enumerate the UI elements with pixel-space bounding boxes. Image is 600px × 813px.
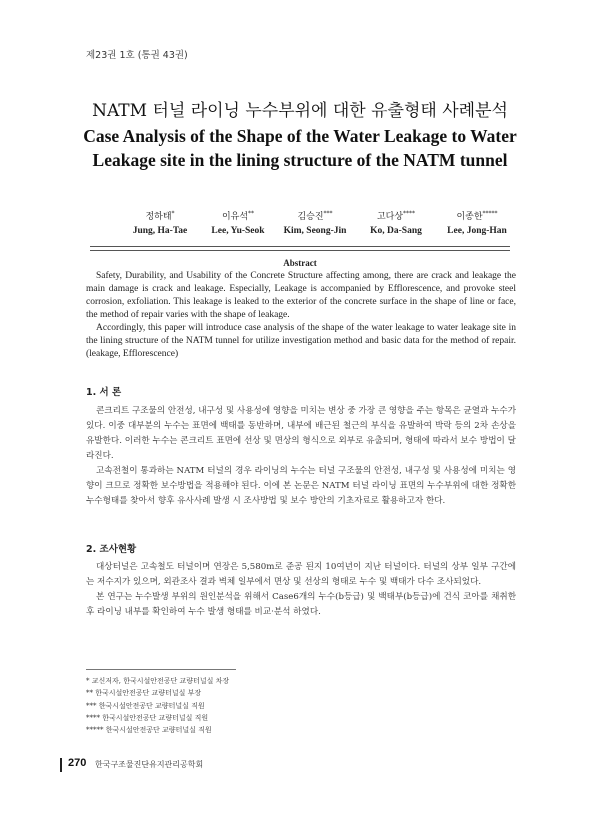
author-name-kr: 이종한 xyxy=(456,212,483,222)
author-name-en: Lee, Yu-Seok xyxy=(211,226,265,236)
author-5 xyxy=(432,209,522,236)
footnote-rule xyxy=(86,669,236,670)
author-name-kr: 이유석 xyxy=(221,212,249,222)
author-mark: **** xyxy=(403,210,416,217)
journal-issue-header: 제23권 1호 (통권 43권) xyxy=(86,50,188,61)
author-name-en: Ko, Da-Sang xyxy=(370,226,422,236)
footnote: ** 한국시설안전공단 교량터널실 부장 xyxy=(86,689,202,698)
abstract-body xyxy=(86,270,516,361)
author-1 xyxy=(118,209,202,236)
page-number-bar xyxy=(60,758,62,772)
author-mark: ***** xyxy=(482,210,498,217)
body-paragraph: 본 연구는 누수발생 부위의 원인분석을 위해서 Case6개의 누수(b등급) 및 백태부(b등급)에 건식 코아를 채취한 후 라이닝 내부를 확인하여 누수 발생 형태를 비교·분석 하였다. xyxy=(86,592,516,617)
page-number: 270 xyxy=(68,757,87,769)
author-mark: ** xyxy=(248,210,255,217)
footnote: *** 한국시설안전공단 교량터널실 직원 xyxy=(86,701,205,710)
divider-top xyxy=(90,246,510,247)
body-paragraph: 콘크리트 구조물의 안전성, 내구성 및 사용성에 영향을 미치는 변상 중 가장 큰 영향을 주는 항목은 균열과 누수가 있다. 이중 대부분의 누수는 표면에 백태를 동반하며, 내부에 배근된 철근의 부식을 유발하여 박락 등의 2차 손상을 유발한다. 이러한 누수는 콘크리트 표면에 선상 및 면상의 형식으로 외부로 유출되며, 형태에 따라서 보수 방법이 달라진다. xyxy=(86,406,517,461)
footnote: ***** 한국시설안전공단 교량터널실 직원 xyxy=(86,726,212,735)
author-name-kr: 정하태 xyxy=(145,212,172,222)
author-4 xyxy=(354,209,438,236)
footnote: * 교신저자, 한국시설안전공단 교량터널실 차장 xyxy=(86,677,230,685)
body-paragraph: 고속전철이 통과하는 NATM 터널의 경우 라이닝의 누수는 터널 구조물의 안전성, 내구성 및 사용성에 미치는 영향이 크므로 정확한 보수방법을 적용해야 된다. 이에 본 논문은 NATM 터널 라이닝 표면의 누수부위에 대한 정확한 누수형태를 찾아서 향후 유사사례 발생 시 조사방법 및 보수 방안의 기초자료로 활용하고자 한다. xyxy=(86,466,516,506)
section-1-heading: 1. 서 론 xyxy=(86,387,122,398)
paper-title-english: Case Analysis of the Shape of the Water Leakage to Water Leakage site in the lining structure of the NATM tunnel xyxy=(83,126,517,170)
paper-title-korean: NATM 터널 라이닝 누수부위에 대한 유출형태 사례분석 xyxy=(92,101,508,121)
section-2-body xyxy=(86,560,516,620)
abstract-paragraph: Safety, Durability, and Usability of the Concrete Structure affecting among, there are crack and leakage the main damage is crack and leakage. Especially, Leakage is accompanied by Efflorescence, and provoke steel corrosion, exfoliation. This leakage is leaked to the exterior of the concrete surface in the shape of line or face, the method of repair varies with the shape of leakage. xyxy=(86,271,516,320)
author-name-en: Kim, Seong-Jin xyxy=(283,226,347,236)
author-3 xyxy=(268,209,362,236)
author-name-en: Lee, Jong-Han xyxy=(447,226,507,236)
divider-bottom xyxy=(90,250,510,251)
author-name-kr: 김승진 xyxy=(297,212,324,222)
journal-name: 한국구조물진단유지관리공학회 xyxy=(95,760,204,769)
footnotes xyxy=(86,675,229,736)
section-1-body xyxy=(86,404,516,509)
author-mark: *** xyxy=(323,210,333,217)
author-name-kr: 고다상 xyxy=(376,212,404,222)
author-name-en: Jung, Ha-Tae xyxy=(132,226,188,236)
footnote: **** 한국시설안전공단 교량터널실 직원 xyxy=(86,713,209,722)
abstract-paragraph: Accordingly, this paper will introduce case analysis of the shape of the water leakage to water leakage site in the lining structure of the NATM tunnel for utilize investigation method and basic data for the method of repair.(leakage, Efflorescence) xyxy=(86,323,516,359)
author-mark: * xyxy=(171,210,175,217)
abstract-heading: Abstract xyxy=(283,258,317,268)
body-paragraph: 대상터널은 고속철도 터널이며 연장은 5,580m로 준공 된지 10여년이 지난 터널이다. 터널의 상부 일부 구간에는 저수지가 있으며, 외관조사 결과 벽체 일부에서 면상 및 선상의 형태로 누수 및 백태가 다수 조사되었다. xyxy=(86,562,516,587)
section-2-heading: 2. 조사현황 xyxy=(86,544,137,555)
